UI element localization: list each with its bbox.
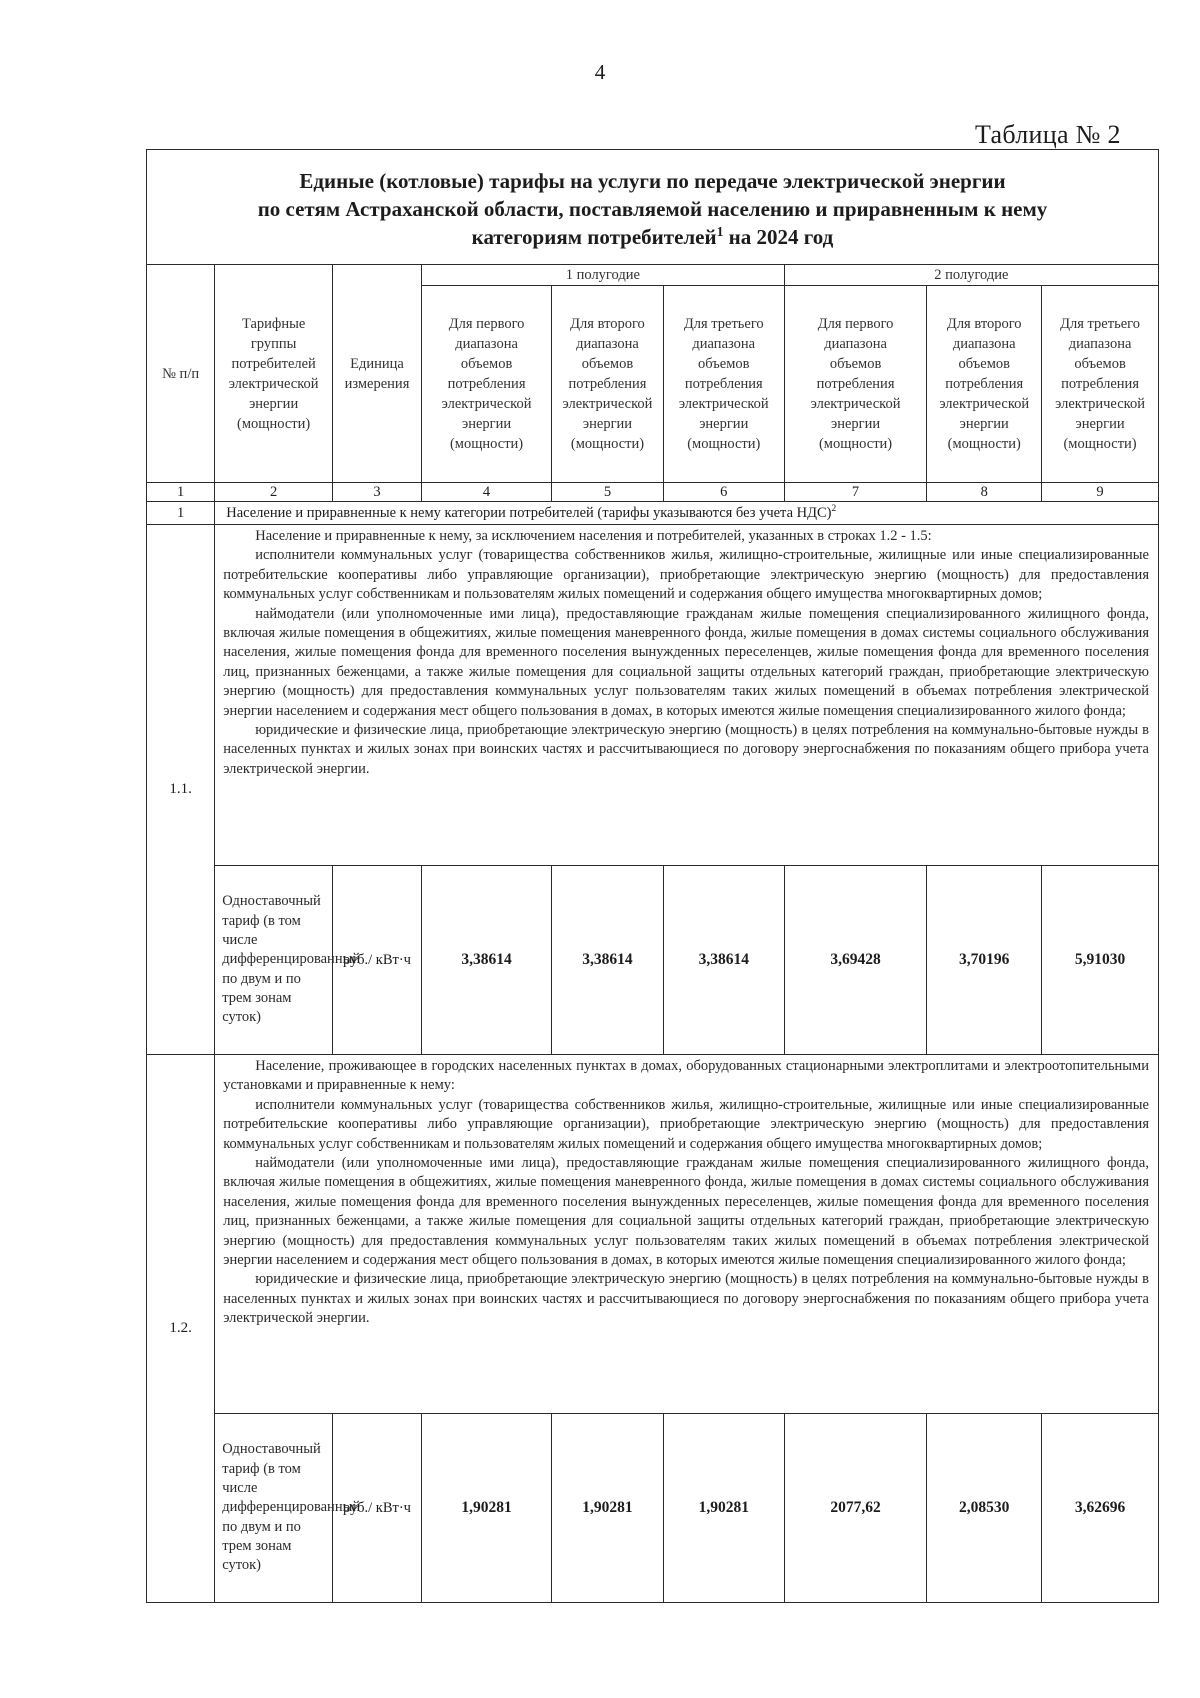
tariff-value: 2077,62 — [784, 1414, 927, 1603]
section-1-title — [215, 502, 1159, 525]
header-h2-range-1: Для первого диапазона объемов потребления электрической энергии (мощности) — [784, 286, 927, 483]
section-1-text: Население и приравненные к нему категории потребителей (тарифы указываются без учета НДС) — [226, 504, 832, 521]
tariff-value: 1,90281 — [421, 1414, 551, 1603]
description-paragraph: исполнители коммунальных услуг (товарищества собственников жилья, жилищно-строительные, жилищные или иные специализированные потребительские кооперативы либо управляющие организации), приобретающие электрическую энергию (мощность) для предоставления коммунальных услуг собственникам и пользователям жилых помещений и содержания общего имущества многоквартирных домов; — [223, 547, 1149, 603]
row-1-1-description — [147, 525, 1159, 866]
column-number: 9 — [1042, 483, 1159, 502]
row-1-1-index: 1.1. — [147, 525, 215, 1055]
description-paragraph: наймодатели (или уполномоченные ими лица), предоставляющие гражданам жилые помещения специализированного жилищного фонда, включая жилые помещения в общежитиях, жилые помещения маневренного фонда, жилые помещения в домах системы социального обслуживания населения, жилые помещения фонда для временного поселения вынужденных переселенцев, жилые помещения фонда для временного поселения лиц, признанных беженцами, а также жилые помещения для социальной защиты отдельных категорий граждан, приобретающие электрическую энергию (мощность) для предоставления коммунальных услуг пользователям таких жилых помещений в объемах потребления электрической энергии населением и содержания мест общего пользования в домах, в которых имеются жилые помещения специализированного жилого фонда; — [223, 605, 1149, 719]
section-1-index: 1 — [147, 502, 215, 525]
column-number: 2 — [215, 483, 333, 502]
tariff-value: 2,08530 — [927, 1414, 1042, 1603]
table-title — [147, 150, 1159, 265]
tariff-table — [146, 149, 1159, 1603]
column-numbers-row — [147, 483, 1159, 502]
header-half-1: 1 полугодие — [421, 265, 784, 286]
header-no: № п/п — [147, 265, 215, 483]
title-line-3 — [147, 223, 1158, 251]
tariff-value: 3,38614 — [421, 866, 551, 1055]
tariff-value: 3,38614 — [552, 866, 664, 1055]
title-line-3-start: категориям потребителей — [471, 225, 717, 249]
description-paragraph: Население, проживающее в городских населенных пунктах в домах, оборудованных стационарными электроплитами и электроотопительными установками и приравненные к нему: — [223, 1058, 1149, 1094]
tariff-value: 3,69428 — [784, 866, 927, 1055]
description-paragraph: юридические и физические лица, приобретающие электрическую энергию (мощность) в целях потребления на коммунально-бытовые нужды в населенных пунктах и жилых зонах при воинских частях и рассчитывающиеся по договору энергоснабжения по показаниям общего прибора учета электрической энергии. — [223, 722, 1149, 777]
footnote-1-mark: 1 — [716, 224, 724, 239]
section-1-row — [147, 502, 1159, 525]
header-h1-range-2: Для второго диапазона объемов потребления электрической энергии (мощности) — [552, 286, 664, 483]
header-half-2: 2 полугодие — [784, 265, 1158, 286]
tariff-name: Одноставочный тариф (в том числе дифференцированный по двум и по трем зонам суток) — [215, 1414, 333, 1603]
tariff-value: 1,90281 — [552, 1414, 664, 1603]
row-1-2-tariff — [147, 1414, 1159, 1603]
table-label: Таблица № 2 — [975, 120, 1121, 149]
column-number: 8 — [927, 483, 1042, 502]
row-1-1-tariff — [147, 866, 1159, 1055]
footnote-2-mark: 2 — [831, 503, 837, 514]
description-paragraph: наймодатели (или уполномоченные ими лица), предоставляющие гражданам жилые помещения специализированного жилищного фонда, включая жилые помещения в общежитиях, жилые помещения маневренного фонда, жилые помещения в домах системы социального обслуживания населения, жилые помещения фонда для временного поселения вынужденных переселенцев, жилые помещения фонда для временного поселения лиц, признанных беженцами, а также жилые помещения для социальной защиты отдельных категорий граждан, приобретающие электрическую энергию (мощность) для предоставления коммунальных услуг пользователям таких жилых помещений в объемах потребления электрической энергии населением и содержания мест общего пользования в домах, в которых имеются жилые помещения специализированного жилого фонда; — [223, 1155, 1149, 1269]
description-paragraph: Население и приравненные к нему, за исключением населения и потребителей, указанных в строках 1.2 - 1.5: — [255, 528, 932, 544]
tariff-value: 5,91030 — [1042, 866, 1159, 1055]
column-number: 1 — [147, 483, 215, 502]
header-h1-range-3: Для третьего диапазона объемов потребления электрической энергии (мощности) — [663, 286, 784, 483]
page-number: 4 — [594, 60, 606, 84]
column-number: 5 — [552, 483, 664, 502]
title-line-3-end: на 2024 год — [723, 225, 834, 249]
column-number: 6 — [663, 483, 784, 502]
column-number: 4 — [421, 483, 551, 502]
title-line-1: Единые (котловые) тарифы на услуги по передаче электрической энергии — [299, 169, 1006, 193]
tariff-value: 3,62696 — [1042, 1414, 1159, 1603]
header-tariff-group: Тарифные группы потребителей электрической энергии (мощности) — [215, 265, 333, 483]
header-h2-range-2: Для второго диапазона объемов потребления электрической энергии (мощности) — [927, 286, 1042, 483]
tariff-value: 3,70196 — [927, 866, 1042, 1055]
header-h1-range-1: Для первого диапазона объемов потребления электрической энергии (мощности) — [421, 286, 551, 483]
title-line-2: по сетям Астраханской области, поставляемой населению и приравненным к нему — [257, 197, 1048, 221]
row-1-2-description — [147, 1055, 1159, 1414]
description-paragraph: юридические и физические лица, приобретающие электрическую энергию (мощность) в целях потребления на коммунально-бытовые нужды в населенных пунктах и жилых зонах при воинских частях и рассчитывающиеся по договору энергоснабжения по показаниям общего прибора учета электрической энергии. — [223, 1271, 1149, 1327]
description-paragraph: исполнители коммунальных услуг (товарищества собственников жилья, жилищно-строительные, жилищные или иные специализированные потребительские кооперативы либо управляющие организации), приобретающие электрическую энергию (мощность) для предоставления коммунальных услуг собственникам и пользователям жилых помещений и содержания общего имущества многоквартирных домов; — [223, 1096, 1149, 1152]
row-1-2-description-text — [215, 1055, 1159, 1414]
row-1-1-description-text — [215, 525, 1159, 866]
unit: руб./ кВт·ч — [333, 866, 422, 1055]
tariff-name: Одноставочный тариф (в том числе дифференцированный по двум и по трем зонам суток) — [215, 866, 333, 1055]
header-unit: Единица измерения — [333, 265, 422, 483]
column-number: 3 — [333, 483, 422, 502]
tariff-value: 1,90281 — [663, 1414, 784, 1603]
row-1-2-index: 1.2. — [147, 1055, 215, 1603]
header-h2-range-3: Для третьего диапазона объемов потребления электрической энергии (мощности) — [1042, 286, 1159, 483]
unit: руб./ кВт·ч — [333, 1414, 422, 1603]
tariff-value: 3,38614 — [663, 866, 784, 1055]
column-number: 7 — [784, 483, 927, 502]
